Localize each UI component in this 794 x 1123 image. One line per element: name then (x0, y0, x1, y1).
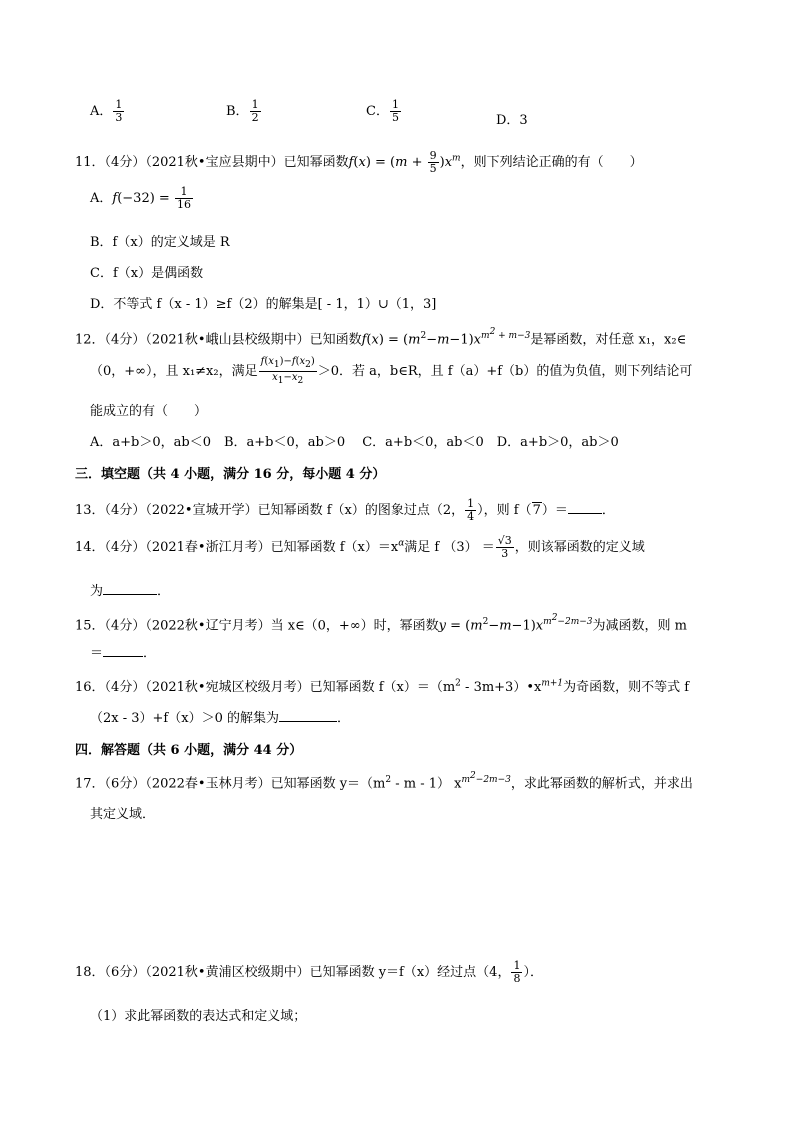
q10-option-c: C． $\frac{1}{5}$ (366, 98, 399, 124)
q14-line2: 为 ． (90, 584, 171, 599)
q12-options: A．a+b＞0，ab＜0 B．a+b＜0，ab＞0 C．a+b＜0，ab＜0 D．a+b＞0，ab＞0 (90, 435, 619, 450)
q12-line1: 12．（4分）（2021秋•峨山县校级期中）已知函数$f(x) = (m^2-m-1)x^{m^2 + m-3}$是幂函数，对任意 x₁，x₂∈ (75, 327, 687, 348)
q15-line1: 15．（4分）（2022秋•辽宁月考）当 x∈（0，+∞）时，幂函数$y = (m^2-m-1)x^{m^2-2m-3}$为减函数，则 m (75, 613, 687, 634)
q17-line2: 其定义域． (90, 807, 156, 822)
q11-option-c: C．f（x）是偶函数 (90, 266, 204, 281)
q18-line1: 18．（6分）（2021秋•黄浦区校级期中）已知幂函数 y＝f（x）经过点（4， $\frac{1}{8}$ ）． (75, 959, 543, 985)
q18-sub1: （1）求此幂函数的表达式和定义域； (90, 1009, 307, 1024)
q11-stem: 11．（4分）（2021秋•宝应县期中）已知幂函数f(x) = (m + $\frac{9}{5}$ )$x^m$，则下列结论正确的有（ ） (75, 149, 643, 175)
q12-line3: 能成立的有（ ） (90, 404, 208, 419)
section-4-heading: 四．解答题（共 6 小题，满分 44 分） (75, 743, 303, 758)
q17-line1: 17．（6分）（2022春•玉林月考）已知幂函数 $y=(m^2 - m - 1)$ $x^{m^2-2m-3}$，求此幂函数的解析式，并求出 (75, 771, 693, 792)
q15-line2: ＝ ． (90, 646, 157, 661)
q12-line2: （0，+∞），且 x₁≠x₂，满足 $\frac{f(x_1)-f(x_2)}{x_1-x_2}$ ＞0．若 a，b∈R，且 f（a）+f（b）的值为负值，则下列结论可 (90, 356, 693, 386)
q10-option-b: B． $\frac{1}{2}$ (226, 98, 259, 124)
q11-option-d: D．不等式 f（x - 1）≥f（2）的解集是[ - 1，1）∪（1，3] (90, 297, 437, 312)
q10-option-d: D．3 (496, 113, 528, 128)
q11-option-a: A．f(−32) = $\frac{1}{16}$ (90, 185, 191, 211)
q11-option-b: B．f（x）的定义域是 R (90, 235, 230, 250)
q10-option-a: A． $\frac{1}{3}$ (90, 98, 123, 124)
q14-line1: 14．（4分）（2021春•浙江月考）已知幂函数 $f(x)=x^\alpha$满足 f （3） ＝ $\frac{√3}{3}$ ，则该幂函数的定义域 (75, 534, 645, 560)
section-3-heading: 三．填空题（共 4 小题，满分 16 分，每小题 4 分） (75, 467, 386, 482)
q16-line2: （2x - 3）+f（x）＞0 的解集为 ． (90, 711, 350, 726)
q13: 13．（4分）（2022•宣城开学）已知幂函数 f（x）的图象过点（2， $\frac{1}{4}$ ），则 f（7）＝ ． (75, 497, 615, 523)
q16-line1: 16．（4分）（2021秋•宛城区校级月考）已知幂函数 $f(x)=(m^2$ - $3m+3)•x^{m+1}$为奇函数，则不等式 f (75, 678, 690, 695)
